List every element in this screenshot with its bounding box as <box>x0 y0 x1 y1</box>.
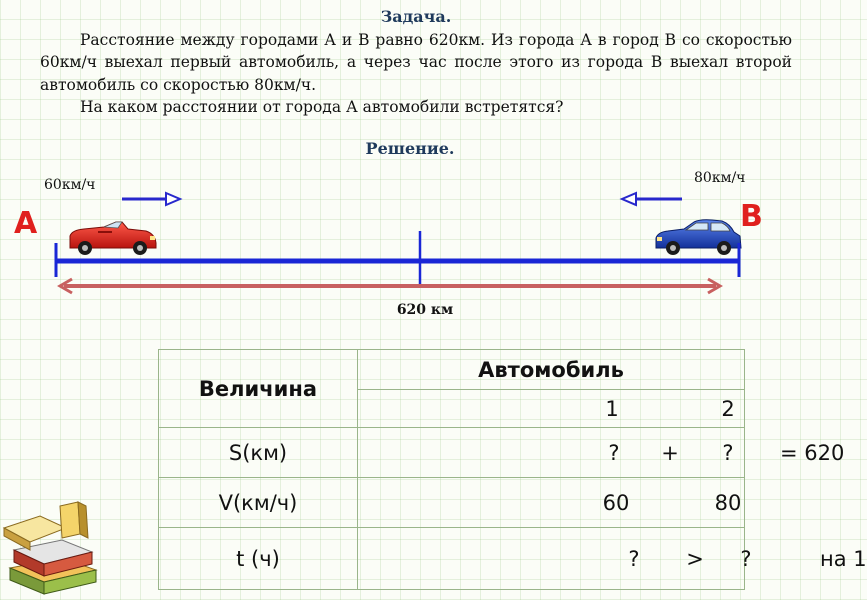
problem-heading: Задача. <box>380 7 452 26</box>
row-values-distance <box>358 428 845 478</box>
speed-arrow-right <box>122 193 180 205</box>
time-difference: на 1 <box>820 546 867 571</box>
speed-car-2: 80 <box>714 490 742 515</box>
row-label-speed: V(км/ч) <box>159 478 358 528</box>
distance-label: 620 км <box>396 302 454 318</box>
solution-title: Решение. <box>365 139 455 158</box>
speed-label-car-1: 60км/ч <box>44 177 96 193</box>
distance-car-1: ? <box>608 440 620 465</box>
car-number-1: 1 <box>605 396 619 421</box>
header-car: Автомобиль <box>358 350 745 390</box>
car-numbers-cell <box>358 390 745 428</box>
speed-arrow-left <box>622 193 682 205</box>
car-number-2: 2 <box>721 396 735 421</box>
books-icon <box>0 498 110 598</box>
header-quantity: Величина <box>159 350 358 428</box>
speed-label-car-2: 80км/ч <box>694 170 746 186</box>
distance-arrow <box>60 279 720 293</box>
row-label-distance: S(км) <box>159 428 358 478</box>
city-b-label: В <box>740 199 763 234</box>
distance-operator: + <box>661 440 679 465</box>
row-label-time: t (ч) <box>159 528 358 590</box>
row-values-time <box>358 528 867 590</box>
time-car-2: ? <box>740 546 752 571</box>
row-values-speed <box>358 478 745 528</box>
blue-car-icon <box>656 220 741 255</box>
distance-total: = 620 <box>780 440 845 465</box>
problem-paragraph-2: На каком расстоянии от города А автомобили встретятся? <box>80 98 564 116</box>
problem-paragraph-1: Расстояние между городами А и В равно 620км. Из города А в город В со скоростью 60км/ч выехал первый автомобиль, а через час после этого из города В выехал второй автомобиль со скоростью 80км/ч. <box>40 30 792 94</box>
time-comparison: > <box>686 546 704 571</box>
city-a-label: А <box>14 206 38 241</box>
speed-car-1: 60 <box>602 490 630 515</box>
road-line <box>56 231 739 285</box>
solution-table <box>158 349 867 590</box>
red-car-icon <box>70 222 156 255</box>
distance-car-2: ? <box>722 440 734 465</box>
time-car-1: ? <box>628 546 640 571</box>
